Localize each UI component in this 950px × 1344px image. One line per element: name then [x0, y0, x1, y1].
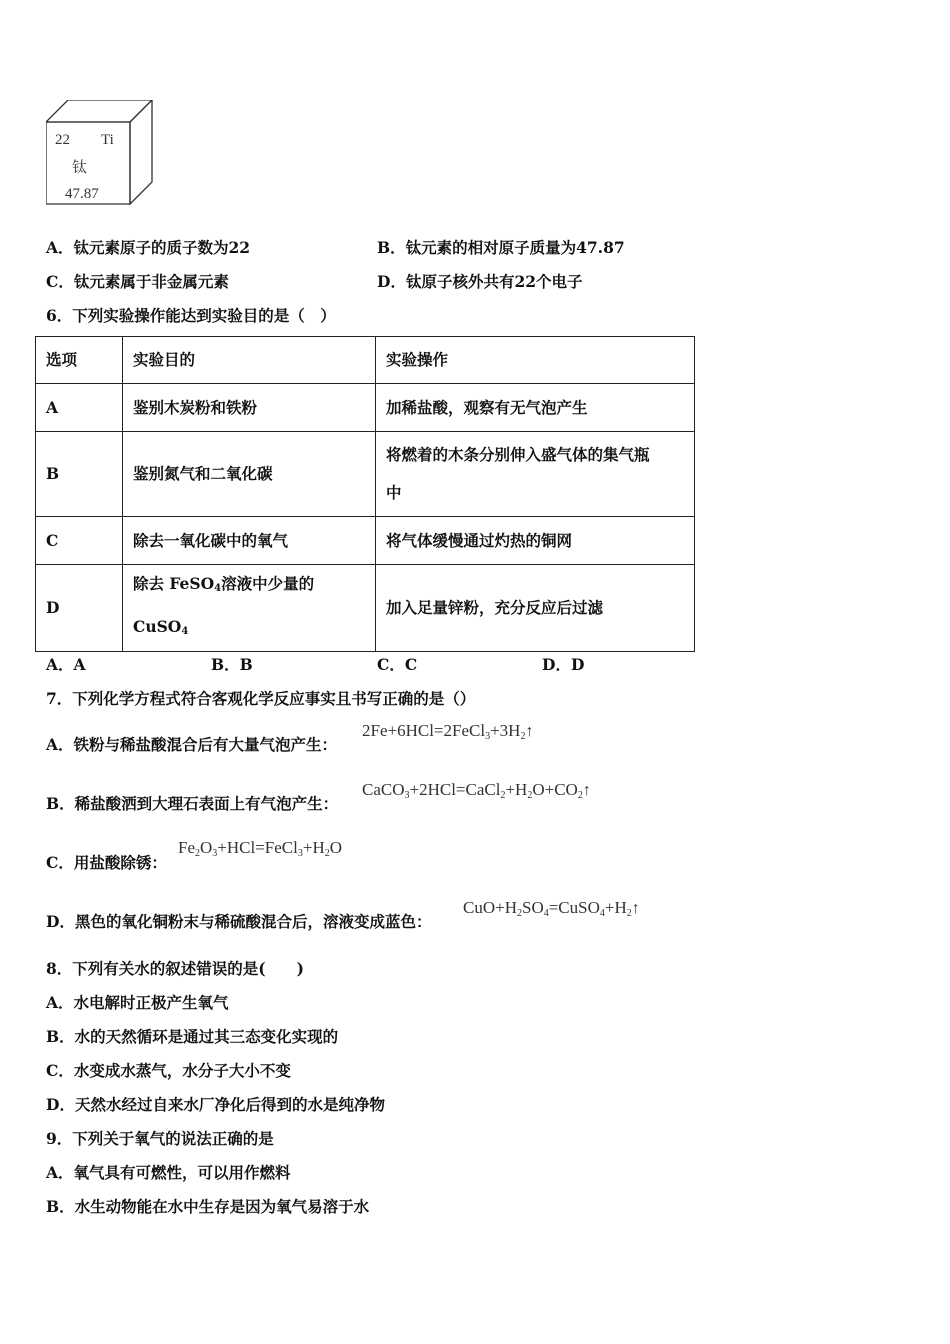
row-operation: [376, 432, 695, 517]
header-option: 选项: [36, 337, 123, 384]
q6-stem: 6．下列实验操作能达到实验目的是（ ）: [46, 306, 336, 325]
table-row: [36, 384, 695, 432]
q9-option-a: A．氧气具有可燃性，可以用作燃料: [46, 1163, 291, 1182]
header-operation: 实验操作: [376, 337, 695, 384]
q8-stem: 8．下列有关水的叙述错误的是( ): [46, 959, 304, 978]
q8-option-a: A．水电解时正极产生氧气: [46, 993, 229, 1012]
q5-option-c: C．钛元素属于非金属元素: [46, 272, 229, 291]
row-operation-line2: 中: [386, 483, 402, 502]
row-option: B: [36, 432, 123, 517]
element-card-titanium: [46, 100, 156, 208]
q6-option-d: D．D: [542, 655, 585, 674]
goal-subscript: 4: [181, 626, 189, 637]
table-row: [36, 517, 695, 565]
equation-d: $CuO+H_2SO_4=CuSO_4+H_2↑$: [463, 898, 640, 919]
row-goal-line2: [133, 608, 365, 651]
experiment-table: [35, 336, 695, 652]
q8-option-c: C．水变成水蒸气，水分子大小不变: [46, 1061, 291, 1080]
element-symbol: Ti: [101, 132, 114, 148]
q5-option-a: A．钛元素原子的质子数为22: [46, 238, 251, 257]
atomic-number: 22: [55, 132, 70, 148]
q7-option-b: B．稀盐酸洒到大理石表面上有气泡产生：: [46, 794, 339, 813]
q7-stem: 7．下列化学方程式符合客观化学反应事实且书写正确的是（）: [46, 689, 476, 708]
q8-option-b: B．水的天然循环是通过其三态变化实现的: [46, 1027, 339, 1046]
goal-text: 溶液中少量的: [221, 574, 315, 593]
q9-option-b: B．水生动物能在水中生存是因为氧气易溶于水: [46, 1197, 370, 1216]
row-operation-line1: 将燃着的木条分别伸入盛气体的集气瓶: [386, 445, 650, 464]
q7-option-a: A．铁粉与稀盐酸混合后有大量气泡产生：: [46, 735, 338, 754]
row-operation: 加入足量锌粉，充分反应后过滤: [376, 565, 695, 652]
table-row: [36, 565, 695, 652]
goal-text: 除去 FeSO: [133, 574, 215, 593]
goal-subscript: 4: [214, 583, 222, 594]
equation-a: $2Fe+6HCl=2FeCl_3+3H_2↑$: [362, 721, 534, 742]
q7-option-d: D．黑色的氧化铜粉末与稀硫酸混合后，溶液变成蓝色：: [46, 912, 432, 931]
equation-b: $CaCO_3+2HCl=CaCl_2+H_2O+CO_2↑$: [362, 780, 591, 801]
header-goal: 实验目的: [123, 337, 376, 384]
row-goal: 除去一氧化碳中的氧气: [123, 517, 376, 565]
row-option: A: [36, 384, 123, 432]
q5-option-b: B．钛元素的相对原子质量为47.87: [377, 238, 625, 257]
q9-stem: 9．下列关于氧气的说法正确的是: [46, 1129, 274, 1148]
element-cube-outline: [46, 100, 156, 208]
goal-text: CuSO: [133, 617, 182, 636]
q5-option-d: D．钛原子核外共有22个电子: [377, 272, 583, 291]
table-row: [36, 432, 695, 517]
q6-option-c: C．C: [377, 655, 418, 674]
q6-option-a: A．A: [46, 655, 86, 674]
atomic-mass: 47.87: [65, 186, 99, 202]
row-option: D: [36, 565, 123, 652]
row-goal: 鉴别木炭粉和铁粉: [123, 384, 376, 432]
row-operation: 加稀盐酸，观察有无气泡产生: [376, 384, 695, 432]
q7-option-c: C．用盐酸除锈：: [46, 853, 167, 872]
element-name: 钛: [72, 158, 88, 176]
row-operation: 将气体缓慢通过灼热的铜网: [376, 517, 695, 565]
row-goal: 鉴别氮气和二氧化碳: [123, 432, 376, 517]
equation-c: $Fe_2O_3+HCl=FeCl_3+H_2O$: [178, 838, 343, 859]
q8-option-d: D．天然水经过自来水厂净化后得到的水是纯净物: [46, 1095, 385, 1114]
table-header-row: [36, 337, 695, 384]
q6-option-b: B．B: [211, 655, 253, 674]
row-goal: [123, 565, 376, 652]
row-option: C: [36, 517, 123, 565]
row-goal-line1: [133, 565, 365, 608]
